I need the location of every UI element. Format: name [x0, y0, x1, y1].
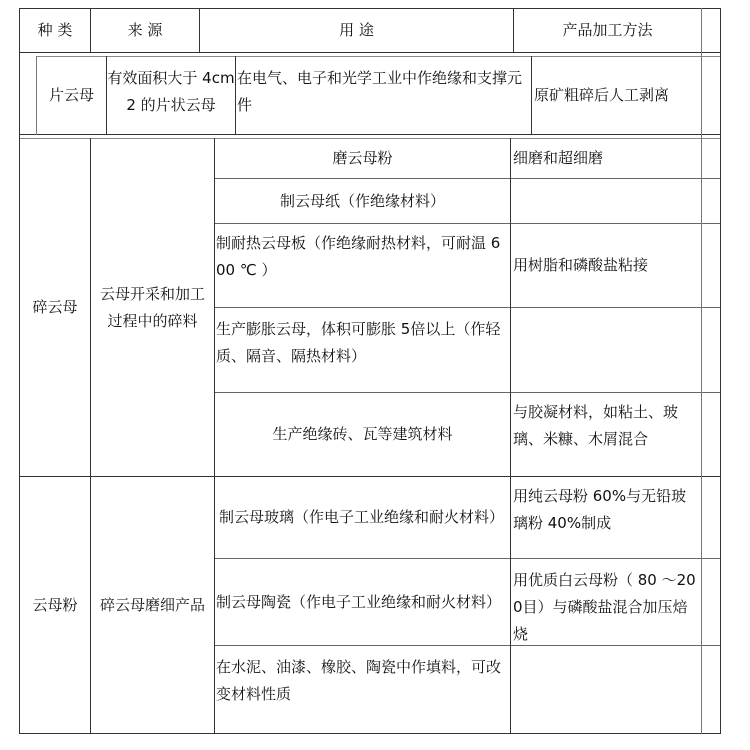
- powder-use-3: 在水泥、油漆、橡胶、陶瓷中作填料，可改变材料性质: [216, 658, 502, 703]
- scrap-method-3: 用树脂和磷酸盐粘接: [513, 256, 649, 274]
- scrap-use-2: 制云母纸（作绝缘材料）: [279, 191, 445, 210]
- table-border-bottom: [19, 733, 720, 734]
- powder-source: 碎云母磨细产品: [99, 595, 205, 614]
- right-inner-line: [701, 8, 702, 734]
- scrap-use-5: 生产绝缘砖、瓦等建筑材料: [272, 425, 453, 443]
- scrap-method-5: 与胶凝材料，如粘土、玻璃、米糠、木屑混合: [513, 403, 679, 448]
- header-method: 产品加工方法: [562, 21, 653, 39]
- powder-method-1: 用纯云母粉 60%与无铅玻璃粉 40%制成: [513, 487, 687, 532]
- header-use: 用 途: [339, 21, 374, 39]
- header-kind: 种 类: [37, 21, 73, 39]
- table-border-right: [720, 8, 721, 734]
- scrap-use-3: 制耐热云母板（作绝缘耐热材料，可耐温 600 ℃ ）: [216, 234, 501, 279]
- powder-method-3: [511, 646, 701, 733]
- scrap-source: 云母开采和加工过程中的碎料: [99, 284, 205, 330]
- powder-use-2: 制云母陶瓷（作电子工业绝缘和耐火材料）: [216, 592, 502, 611]
- powder-kind: 云母粉: [32, 595, 78, 614]
- scrap-method-1: 细磨和超细磨: [513, 149, 604, 167]
- sheet-kind: 片云母: [48, 86, 94, 104]
- scrap-method-2: [511, 179, 701, 223]
- sheet-use: 在电气、电子和光学工业中作绝缘和支撑元件: [237, 69, 523, 114]
- sheet-row-bottom: [19, 134, 720, 135]
- header-divider: [19, 52, 720, 53]
- scrap-use-1: 磨云母粉: [332, 149, 393, 167]
- scrap-method-4: [511, 308, 701, 392]
- scrap-kind: 碎云母: [32, 298, 78, 316]
- sheet-source: 有效面积大于 4cm 2 的片状云母: [107, 69, 235, 114]
- header-source: 来 源: [127, 21, 163, 39]
- scrap-use-4: 生产膨胀云母，体积可膨胀 5倍以上（作轻质、隔音、隔热材料）: [216, 320, 501, 365]
- powder-method-2: 用优质白云母粉（ 80 ～200目）与磷酸盐混合加压焙烧: [513, 571, 696, 643]
- sheet-method: 原矿粗碎后人工剥离: [534, 86, 670, 104]
- powder-use-1: 制云母玻璃（作电子工业绝缘和耐火材料）: [219, 508, 505, 526]
